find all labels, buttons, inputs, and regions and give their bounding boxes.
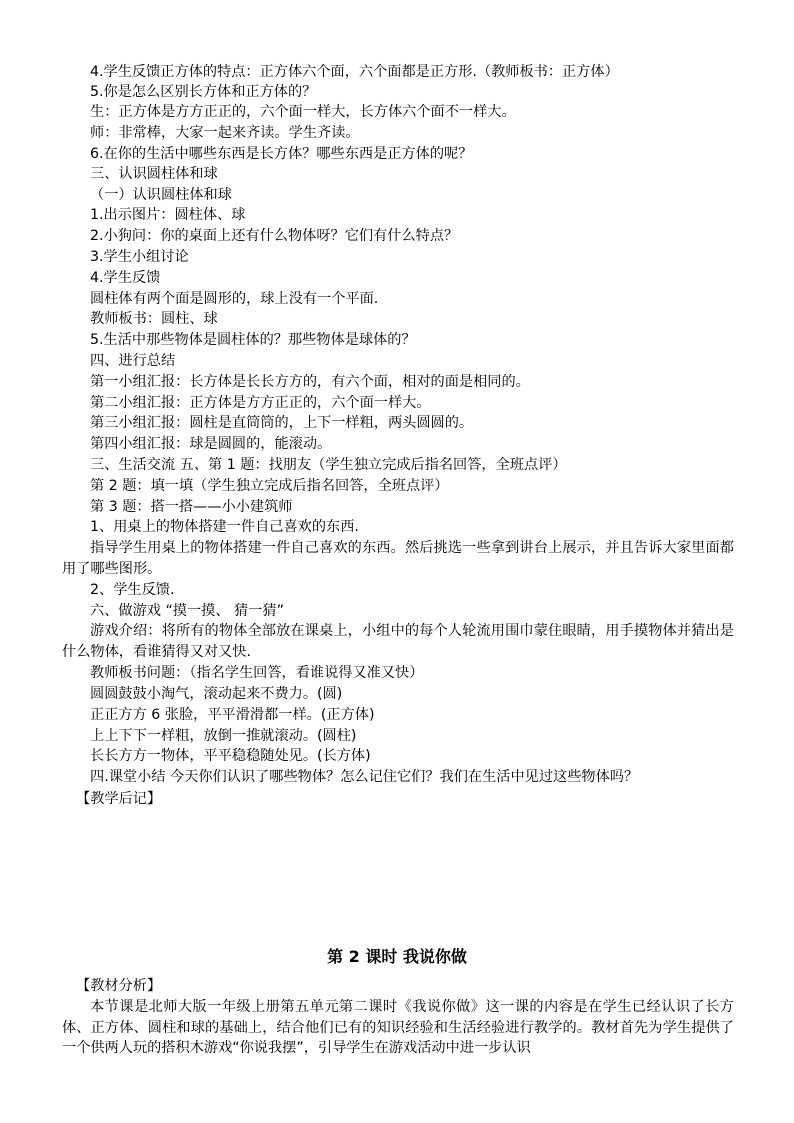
text-line: 1、用桌上的物体搭建一件自己喜欢的东西. bbox=[90, 519, 359, 535]
paragraph: 游戏介绍：将所有的物体全部放在课桌上，小组中的每个人轮流用围巾蒙住眼睛，用手摸物体并猜出是什么物体，看谁猜得又对又快. bbox=[62, 623, 734, 660]
text-line: 6.在你的生活中哪些东西是长方体？哪些东西是正方体的呢？ bbox=[90, 146, 473, 162]
text-line: 【教学后记】 bbox=[76, 791, 162, 807]
text-line: 4.学生反馈正方体的特点：正方体六个面，六个面都是正方形.（教师板书：正方体） bbox=[90, 64, 619, 80]
text-line: 正正方方 6 张脸，平平滑滑都一样。(正方体) bbox=[90, 707, 375, 723]
text-line: 5.生活中那些物体是圆柱体的？那些物体是球体的？ bbox=[90, 332, 416, 348]
text-line: 圆柱体有两个面是圆形的，球上没有一个平面. bbox=[90, 291, 379, 307]
text-line: 4.学生反馈 bbox=[90, 270, 161, 286]
text-line: 5.你是怎么区别长方体和正方体的？ bbox=[90, 84, 317, 100]
text-line: 师：非常棒，大家一起来齐读。学生齐读。 bbox=[90, 125, 360, 141]
text-line: 第三小组汇报：圆柱是直筒筒的，上下一样粗，两头圆圆的。 bbox=[90, 415, 474, 431]
text-line: 四.课堂小结 今天你们认识了哪些物体？怎么记住它们？我们在生活中见过这些物体吗？ bbox=[90, 769, 639, 785]
paragraph: 指导学生用桌上的物体搭建一件自己喜欢的东西。然后挑选一些拿到讲台上展示，并且告诉大家里面都用了哪些图形。 bbox=[62, 540, 734, 577]
text-line: 第四小组汇报：球是圆圆的，能滚动。 bbox=[90, 436, 332, 452]
text-line: 教师板书：圆柱、球 bbox=[90, 311, 218, 327]
section-heading: 【教材分析】 bbox=[76, 978, 162, 994]
text-line: 长长方方一物体，平平稳稳随处见。(长方体) bbox=[90, 748, 371, 764]
text-line: 四、进行总结 bbox=[90, 353, 176, 369]
text-line: 六、做游戏 “摸一摸、 猜一猜” bbox=[90, 603, 284, 619]
text-line: 第二小组汇报：正方体是方方正正的，六个面一样大。 bbox=[90, 395, 431, 411]
section-title: 第 2 课时 我说你做 bbox=[327, 947, 467, 966]
text-line: 第 3 题：搭一搭——小小建筑师 bbox=[90, 499, 293, 515]
text-line: 2.小狗问：你的桌面上还有什么物体呀？它们有什么特点？ bbox=[90, 228, 459, 244]
text-line: （一）认识圆柱体和球 bbox=[90, 187, 232, 203]
text-line: 2、学生反馈. bbox=[90, 582, 175, 598]
text-line: 1.出示图片：圆柱体、球 bbox=[90, 207, 246, 223]
text-line: 生：正方体是方方正正的，六个面一样大，长方体六个面不一样大。 bbox=[90, 104, 516, 120]
text-line: 上上下下一样粗，放倒一推就滚动。(圆柱) bbox=[90, 728, 357, 744]
text-line: 三、生活交流 五、第 1 题：找朋友（学生独立完成后指名回答，全班点评） bbox=[90, 457, 567, 473]
text-line: 第一小组汇报：长方体是长长方方的，有六个面，相对的面是相同的。 bbox=[90, 374, 530, 390]
text-line: 第 2 题：填一填（学生独立完成后指名回答，全班点评） bbox=[90, 478, 449, 494]
text-line: 教师板书问题：（指名学生回答，看谁说得又准又快） bbox=[90, 665, 424, 681]
text-line: 3.学生小组讨论 bbox=[90, 249, 189, 265]
paragraph: 本节课是北师大版一年级上册第五单元第二课时《我说你做》这一课的内容是在学生已经认识了长方体、正方体、圆柱和球的基础上，结合他们已有的知识经验和生活经验进行教学的。教材首先为学生提供了一个供两人玩的搭积木游戏“你说我摆”，引导学生在游戏活动中进一步认识 bbox=[62, 999, 734, 1056]
text-line: 圆圆鼓鼓小淘气，滚动起来不费力。(圆) bbox=[90, 686, 343, 702]
text-line: 三、认识圆柱体和球 bbox=[90, 166, 218, 182]
